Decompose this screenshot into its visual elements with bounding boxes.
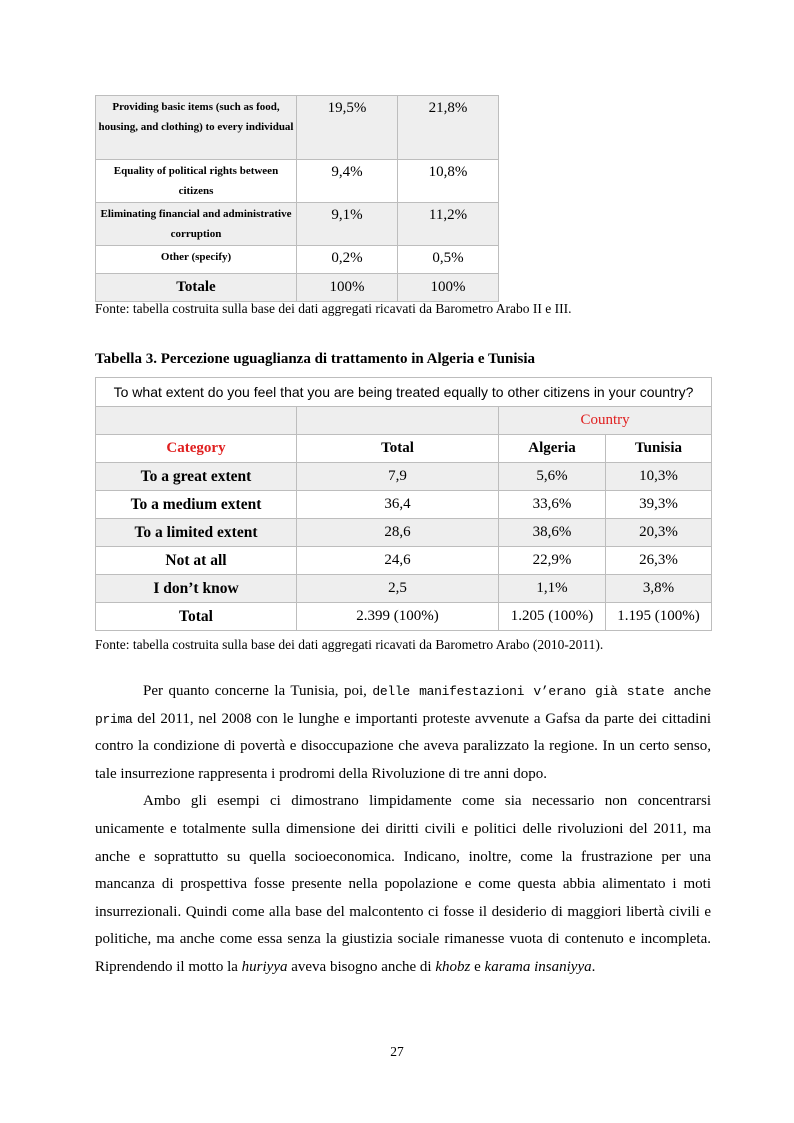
cell-value: 11,2%: [398, 203, 499, 246]
survey-question: To what extent do you feel that you are being treated equally to other citizens in your country?: [96, 378, 712, 407]
cell-value: 1.195 (100%): [606, 603, 712, 631]
text-run: Ambo gli esempi ci dimostrano limpidamente come sia necessario non concentrarsi unicamente e totalmente sulla dimensione dei diritti civili e politici delle rivoluzioni del 2011, ma anche e soprattutto su quella socioeconomica. Indicano, inoltre, come la frustrazione per una mancanza di prospettiva fosse presente nella popolazione e come questa abbia alimentato i moti insurrezionali. Quindi come alla base del malcontento ci fosse il desiderio di maggiori libertà civili e politiche, ma anche come essa senza la giustizia sociale rimanesse vuota di contenuto e incompleta. Riprendendo il motto la: [95, 793, 711, 975]
cell-value: 33,6%: [499, 491, 606, 519]
total-header: Total: [297, 435, 499, 463]
table-question-row: [96, 378, 712, 407]
table3-caption: Tabella 3. Percezione uguaglianza di trattamento in Algeria e Tunisia: [95, 351, 536, 367]
cell-value: 7,9: [297, 463, 499, 491]
table3-source: Fonte: tabella costruita sulla base dei dati aggregati ricavati da Barometro Arabo (2010-2011).: [95, 637, 604, 652]
cell-value: 36,4: [297, 491, 499, 519]
category-cell: To a great extent: [96, 463, 297, 491]
cell-value: 22,9%: [499, 547, 606, 575]
table-row: [96, 203, 499, 246]
cell-value: 2.399 (100%): [297, 603, 499, 631]
italic-term: khobz: [435, 958, 471, 975]
cell-value: 100%: [297, 274, 398, 302]
total-label: Totale: [96, 274, 297, 302]
cell-value: 5,6%: [499, 463, 606, 491]
text-run: Per quanto concerne la Tunisia, poi,: [143, 683, 373, 699]
cell-value: 21,8%: [398, 96, 499, 160]
category-header: Category: [96, 435, 297, 463]
table-row: [96, 160, 499, 203]
cell-value: 10,3%: [606, 463, 712, 491]
page-number: 27: [390, 1044, 404, 1059]
cell-value: 19,5%: [297, 96, 398, 160]
cell-value: 1.205 (100%): [499, 603, 606, 631]
cell-value: 9,4%: [297, 160, 398, 203]
table1-source: Fonte: tabella costruita sulla base dei dati aggregati ricavati da Barometro Arabo II e III.: [95, 301, 572, 316]
text-run: aveva bisogno anche di: [287, 958, 436, 975]
row-label: Other (specify): [96, 246, 297, 274]
paragraph: [95, 788, 711, 981]
text-run: e: [470, 958, 485, 975]
text-run: del 2011, nel 2008 con le lunghe e importanti proteste avvenute a Gafsa da parte dei cittadini contro la condizione di povertà e disoccupazione che aveva paralizzato la regione. In un certo senso, tale insurrezione rappresenta i prodromi della Rivoluzione di tre anni dopo.: [95, 710, 711, 782]
cell-value: 1,1%: [499, 575, 606, 603]
country-header: Country: [499, 407, 712, 435]
cell-value: 28,6: [297, 519, 499, 547]
table-row: [96, 246, 499, 274]
cell-value: 24,6: [297, 547, 499, 575]
empty-cell: [96, 407, 297, 435]
empty-cell: [297, 407, 499, 435]
algeria-header: Algeria: [499, 435, 606, 463]
table-total-row: [96, 603, 712, 631]
italic-term: huriyya: [241, 958, 288, 975]
category-cell: Total: [96, 603, 297, 631]
table-priorities-continued: [95, 95, 499, 302]
cell-value: 10,8%: [398, 160, 499, 203]
table-equal-treatment: [95, 377, 712, 631]
paragraph: [95, 678, 711, 788]
cell-value: 26,3%: [606, 547, 712, 575]
cell-value: 100%: [398, 274, 499, 302]
category-cell: To a limited extent: [96, 519, 297, 547]
table-total-row: [96, 274, 499, 302]
cell-value: 0,5%: [398, 246, 499, 274]
text-run: .: [591, 958, 596, 975]
cell-value: 9,1%: [297, 203, 398, 246]
table-header-row: [96, 435, 712, 463]
cell-value: 38,6%: [499, 519, 606, 547]
table-row: [96, 491, 712, 519]
row-label: Providing basic items (such as food, housing, and clothing) to every individual: [96, 96, 297, 160]
row-label: Eliminating financial and administrative corruption: [96, 203, 297, 246]
cell-value: 0,2%: [297, 246, 398, 274]
table-row: [96, 463, 712, 491]
cell-value: 39,3%: [606, 491, 712, 519]
category-cell: I don’t know: [96, 575, 297, 603]
category-cell: To a medium extent: [96, 491, 297, 519]
table-header-row: [96, 407, 712, 435]
body-text: [95, 678, 711, 982]
cell-value: 2,5: [297, 575, 499, 603]
text-run: delle manifestazioni v’erano già state anche prima: [95, 684, 711, 727]
italic-term: karama insaniyya: [484, 958, 592, 975]
category-cell: Not at all: [96, 547, 297, 575]
cell-value: 20,3%: [606, 519, 712, 547]
cell-value: 3,8%: [606, 575, 712, 603]
table-row: [96, 575, 712, 603]
table-row: [96, 96, 499, 160]
tunisia-header: Tunisia: [606, 435, 712, 463]
table-row: [96, 519, 712, 547]
table-row: [96, 547, 712, 575]
row-label: Equality of political rights between citizens: [96, 160, 297, 203]
